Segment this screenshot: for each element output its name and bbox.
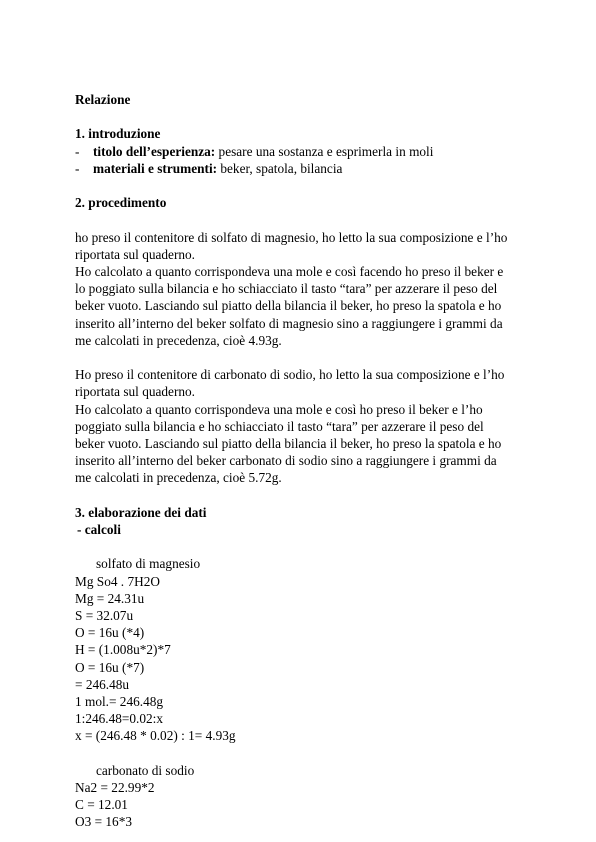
item-text: pesare una sostanza e esprimerla in moli <box>215 143 434 159</box>
calc-block-sodio <box>75 762 545 831</box>
list-item-titolo <box>75 143 545 160</box>
paragraph-line: poggiato sulla bilancia e ho schiacciato il tasto “tara” per azzerare il peso del <box>75 418 484 434</box>
list-item-materiali <box>75 160 545 177</box>
paragraph-line: beker vuoto. Lasciando sul piatto della bilancia il beker, ho preso la spatola e ho <box>75 436 502 451</box>
document-title: Relazione <box>75 92 131 107</box>
item-label: titolo dell’esperienza: <box>93 143 216 159</box>
calc-line: C = 12.01 <box>75 797 128 813</box>
paragraph-line: inserito all’interno del beker solfato di magnesio sino a raggiungere i grammi da <box>75 315 503 331</box>
paragraph-line: riportata sul quaderno. <box>75 246 196 262</box>
paragraph-line: me calcolati in precedenza, cioè 5.72g. <box>75 470 282 486</box>
paragraph-line: beker vuoto. Lasciando sul piatto della bilancia il beker, ho preso la spatola e ho <box>75 298 502 314</box>
calc-line: O3 = 16*3 <box>75 814 132 830</box>
calc-line: O = 16u (*7) <box>75 659 145 675</box>
section-heading-procedimento: 2. procedimento <box>75 195 167 211</box>
paragraph-line: Ho preso il contenitore di carbonato di sodio, ho letto la sua composizione e l’ho <box>75 367 505 383</box>
calc-title: solfato di magnesio <box>96 556 201 572</box>
paragraph-sodio <box>75 366 545 486</box>
calc-line: Na2 = 22.99*2 <box>75 780 155 796</box>
calc-line: 1:246.48=0.02:x <box>75 711 164 727</box>
section-heading-introduzione: 1. introduzione <box>75 126 161 142</box>
spacer <box>75 745 545 762</box>
calc-title: carbonato di sodio <box>96 762 195 778</box>
spacer <box>75 108 545 125</box>
document-page <box>75 91 545 831</box>
section-heading-elaborazione: 3. elaborazione dei dati <box>75 504 207 520</box>
calc-line: 1 mol.= 246.48g <box>75 694 164 710</box>
paragraph-line: lo poggiato sulla bilancia e ho schiacciato il tasto “tara” per azzerare il peso del <box>75 281 498 297</box>
spacer <box>75 211 545 228</box>
paragraph-line: Ho calcolato a quanto corrispondeva una mole e così facendo ho preso il beker e <box>75 263 504 279</box>
paragraph-line: me calcolati in precedenza, cioè 4.93g. <box>75 332 282 348</box>
calc-line: S = 32.07u <box>75 608 134 623</box>
calc-line: x = (246.48 * 0.02) : 1= 4.93g <box>75 728 236 744</box>
list-dash: - <box>75 160 80 176</box>
paragraph-line: inserito all’interno del beker carbonato di sodio sino a raggiungere i grammi da <box>75 453 497 469</box>
calc-line: H = (1.008u*2)*7 <box>75 642 171 658</box>
spacer <box>75 177 545 194</box>
item-text: beker, spatola, bilancia <box>217 160 343 176</box>
spacer <box>75 349 545 366</box>
calc-line: Mg So4 . 7H2O <box>75 573 160 589</box>
paragraph-magnesio <box>75 229 545 349</box>
spacer <box>75 538 545 555</box>
subheading-calcoli: - calcoli <box>77 522 121 537</box>
calc-line: O = 16u (*4) <box>75 625 145 641</box>
paragraph-line: riportata sul quaderno. <box>75 384 196 400</box>
paragraph-line: ho preso il contenitore di solfato di magnesio, ho letto la sua composizione e l’ho <box>75 229 508 245</box>
calc-line: Mg = 24.31u <box>75 590 145 606</box>
calc-line: = 246.48u <box>75 676 130 692</box>
list-dash: - <box>75 143 80 159</box>
spacer <box>75 487 545 504</box>
calc-block-magnesio <box>75 555 545 744</box>
item-label: materiali e strumenti: <box>93 160 218 176</box>
paragraph-line: Ho calcolato a quanto corrispondeva una mole e così ho preso il beker e l’ho <box>75 401 483 417</box>
